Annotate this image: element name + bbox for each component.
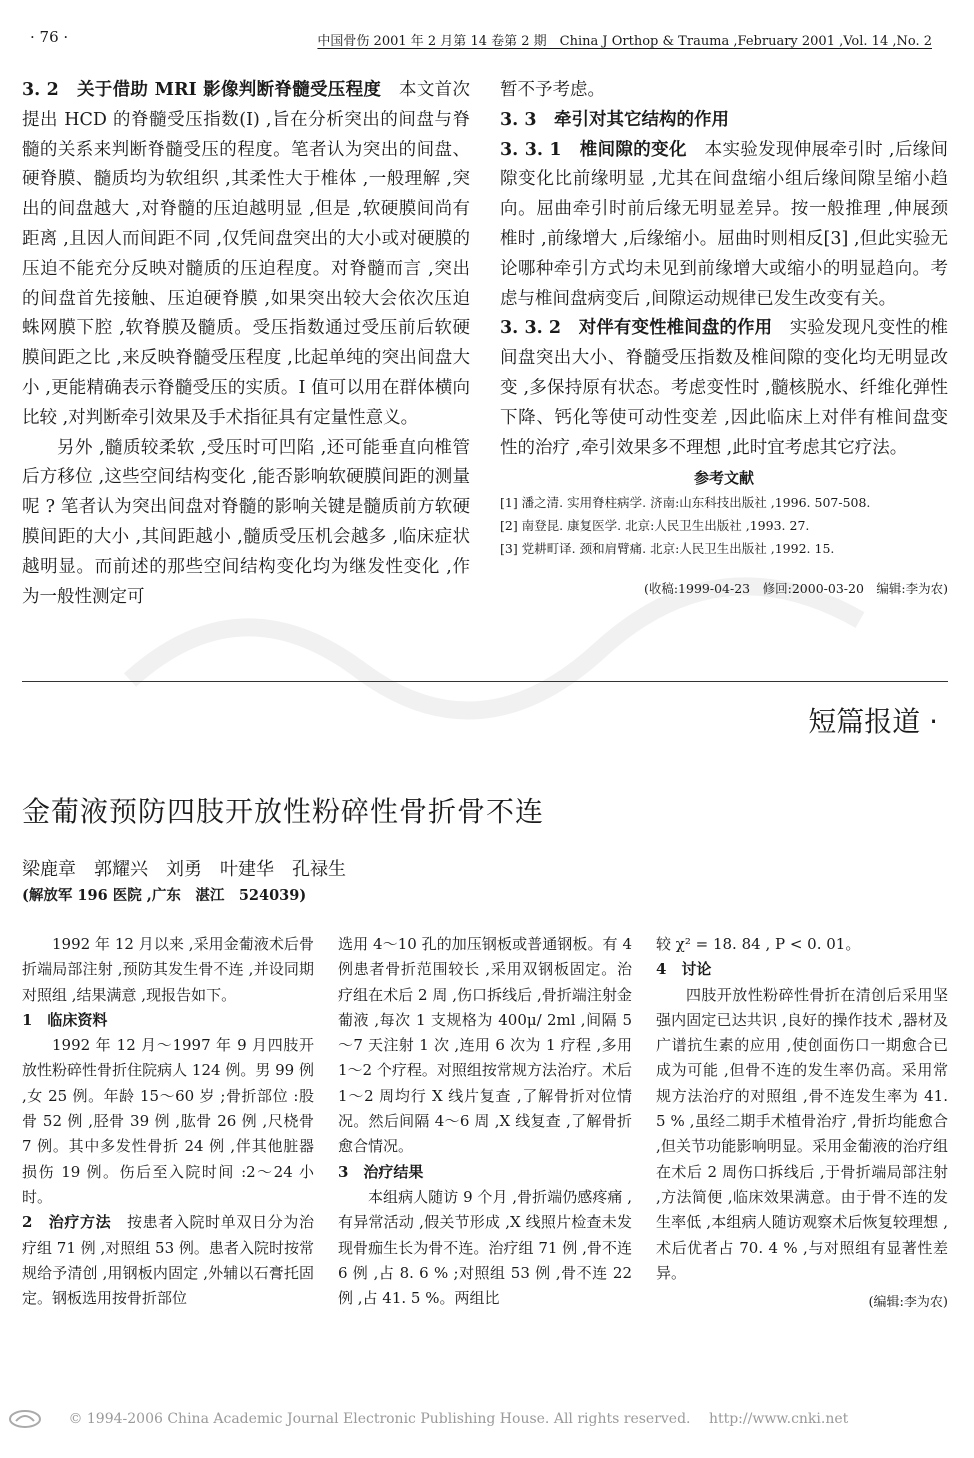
article-affiliation: (解放军 196 医院 ,广东 湛江 524039) bbox=[22, 887, 307, 904]
paragraph: 3. 3. 1 椎间隙的变化 本实验发现伸展牵引时 ,后缘间隙变化比前缘明显 ,尤其在间盘缩小组后缘间隙呈缩小趋向。屈曲牵引时前后缘无明显差异。按一般推理 ,伸展颈椎时 ,前缘增大 ,后缘缩小。屈曲时则相反[3] ,但此实验无论哪种牵引方式均未见到前缘增大或缩小的明显趋向。考虑与椎间盘病变后 ,间隙运动规律已发生改变有关。 bbox=[500, 139, 949, 309]
article-title: 金葡液预防四肢开放性粉碎性骨折骨不连 bbox=[22, 795, 545, 828]
prev-article-right-column bbox=[500, 76, 948, 600]
article-column-2 bbox=[338, 932, 632, 1311]
editor-line: (编辑:李为农) bbox=[868, 1295, 948, 1311]
page-number: · 76 · bbox=[30, 28, 69, 46]
paragraph: 本组病人随访 9 个月 ,骨折端仍感疼痛 ,有异常活动 ,假关节形成 ,X 线照片检查未发现骨痂生长为骨不连。治疗组 71 例 ,骨不连 6 例 ,占 8. 6 % ;对照组 53 例 ,骨不连 22 例 ,占 41. 5 %。两组比 bbox=[338, 1187, 632, 1308]
received-line: (收稿:1999-04-23 修回:2000-03-20 编辑:李为农) bbox=[643, 581, 948, 597]
section-heading: 3 治疗结果 bbox=[338, 1162, 424, 1181]
paragraph: 较 χ² = 18. 84 , P < 0. 01。 bbox=[656, 935, 861, 953]
article-column-3 bbox=[656, 932, 948, 1315]
paragraph: 1992 年 12 月～1997 年 9 月四肢开放性粉碎性骨折住院病人 124 例。男 99 例 ,女 25 例。年龄 15～60 岁 ;骨折部位 :股骨 52 例 ,胫骨 39 例 ,肱骨 26 例 ,尺桡骨 7 例。其中多发性骨折 24 例 ,伴其他脏器损伤 19 例。伤后至入院时间 :2～24 小时。 bbox=[22, 1036, 314, 1206]
cnki-logo-icon bbox=[8, 1409, 42, 1429]
reference-item: [1] 潘之清. 实用脊柱病学. 济南:山东科技出版社 ,1996. 507-508. bbox=[500, 495, 871, 511]
section-label: 短篇报道 · bbox=[808, 705, 938, 738]
section-divider bbox=[22, 681, 948, 682]
reference-item: [3] 党耕町译. 颈和肩臂痛. 北京:人民卫生出版社 ,1992. 15. bbox=[500, 541, 835, 557]
paragraph: 2 治疗方法 按患者入院时单双日分为治疗组 71 例 ,对照组 53 例。患者入院时按常规给予清创 ,用钢板内固定 ,外辅以石膏托固定。钢板选用按骨折部位 bbox=[22, 1213, 314, 1308]
copyright-footer bbox=[8, 1408, 848, 1429]
paragraph: 四肢开放性粉碎性骨折在清创后采用坚强内固定已达共识 ,良好的操作技术 ,器材及广谱抗生素的应用 ,使创面伤口一期愈合已成为可能 ,但骨不连的发生率仍高。采用常规方法治疗的对照组 ,骨不连发生率为 41. 5 % ,虽经二期手术植骨治疗 ,骨折均能愈合 ,但关节功能影响明显。采用金葡液的治疗组在术后 2 周伤口拆线后 ,于骨折端局部注射 ,方法简便 ,临床效果满意。由于骨不连的发生率低 ,本组病人随访观察术后恢复较理想 ,术后优者占 70. 4 % ,与对照组有显著性差异。 bbox=[656, 985, 948, 1282]
paragraph: 1992 年 12 月以来 ,采用金葡液术后骨折端局部注射 ,预防其发生骨不连 ,并设同期对照组 ,结果满意 ,现报告如下。 bbox=[22, 935, 314, 1004]
references-title: 参考文献 bbox=[693, 469, 754, 488]
paragraph: 暂不予考虑。 bbox=[500, 80, 605, 100]
paragraph: 另外 ,髓质较柔软 ,受压时可凹陷 ,还可能垂直向椎管后方移位 ,这些空间结构变化 ,能否影响软硬膜间距的测量呢 ? 笔者认为突出间盘对脊髓的影响关键是髓质前方软硬膜间距的大小 ,其间距越小 ,髓质受压机会越多 ,临床症状越明显。而前述的那些空间结构变化均为继发性变化 ,作为一般性测定可 bbox=[22, 437, 470, 607]
reference-item: [2] 南登昆. 康复医学. 北京:人民卫生出版社 ,1993. 27. bbox=[500, 518, 810, 534]
section-heading: 3. 3 牵引对其它结构的作用 bbox=[500, 109, 730, 130]
paragraph: 选用 4～10 孔的加压钢板或普通钢板。有 4 例患者骨折范围较长 ,采用双钢板固定。治疗组在术后 2 周 ,伤口拆线后 ,骨折端注射金葡液 ,每次 1 支规格为 400μ/ 2ml ,间隔 5～7 天注射 1 次 ,连用 6 次为 1 疗程 ,多用 1～2 个疗程。对照组按常规方法治疗。术后 1～2 周均行 X 线片复查 ,了解骨折对位情况。然后间隔 4～6 周 ,X 线复查 ,了解骨折愈合情况。 bbox=[338, 935, 632, 1156]
paragraph: 3. 2 关于借助 MRI 影像判断脊髓受压程度 本文首次提出 HCD 的脊髓受压指数(I) ,旨在分析突出的间盘与脊髓的关系来判断脊髓受压的程度。笔者认为突出的间盘、硬脊膜、髓质均为软组织 ,其柔性大于椎体 ,一般理解 ,突出的间盘越大 ,对脊髓的压迫越明显 ,但是 ,软硬膜间尚有距离 ,且因人而间距不同 ,仅凭间盘突出的大小或对硬膜的压迫不能充分反映对髓质的压迫程度。对脊髓而言 ,突出的间盘首先接触、压迫硬脊膜 ,如果突出较大会依次压迫蛛网膜下腔 ,软脊膜及髓质。受压指数通过受压前后软硬膜间距之比 ,来反映脊髓受压程度 ,比起单纯的突出间盘大小 ,更能精确表示脊髓受压的实质。I 值可以用在群体横向比较 ,对判断牵引效果及手术指征具有定量性意义。 bbox=[22, 80, 470, 428]
running-head: 中国骨伤 2001 年 2 月第 14 卷第 2 期 China J Orthop & Trauma ,February 2001 ,Vol. 14 ,No. 2 bbox=[317, 34, 932, 49]
section-heading: 4 讨论 bbox=[656, 960, 712, 979]
article-authors: 梁鹿章 郭耀兴 刘勇 叶建华 孔禄生 bbox=[22, 859, 346, 880]
section-heading: 1 临床资料 bbox=[22, 1010, 108, 1029]
article-column-1 bbox=[22, 932, 314, 1311]
paragraph: 3. 3. 2 对伴有变性椎间盘的作用 实验发现凡变性的椎间盘突出大小、脊髓受压指数及椎间隙的变化均无明显改变 ,多保持原有状态。考虑变性时 ,髓核脱水、纤维化弹性下降、钙化等使可动性变差 ,因此临床上对伴有椎间盘变性的治疗 ,牵引效果多不理想 ,此时宜考虑其它疗法。 bbox=[500, 318, 949, 458]
prev-article-left-column bbox=[22, 76, 470, 612]
copyright-text: © 1994-2006 China Academic Journal Electronic Publishing House. All rights reserved. http://www.cnki.net bbox=[68, 1411, 849, 1427]
